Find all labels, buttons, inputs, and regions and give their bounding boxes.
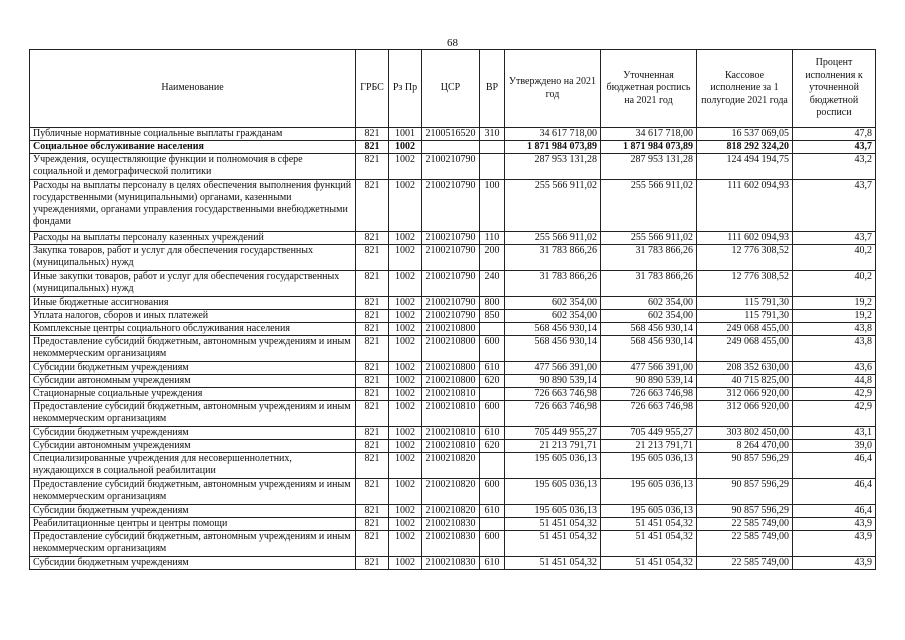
- cell-csr: 2100210810: [422, 427, 480, 440]
- cell-cash: 208 352 630,00: [697, 362, 793, 375]
- table-row: [30, 505, 876, 518]
- cell-rzpr: 1002: [389, 141, 422, 154]
- cell-rzpr: 1001: [389, 128, 422, 141]
- cell-percent: 40,2: [793, 271, 876, 297]
- cell-cash: 12 776 308,52: [697, 245, 793, 271]
- table-header-row: [30, 50, 876, 128]
- cell-vr: 200: [480, 245, 505, 271]
- cell-approved: 568 456 930,14: [505, 336, 601, 362]
- cell-name: Предоставление субсидий бюджетным, автономным учреждениям и иным некоммерческим организациям: [30, 401, 356, 427]
- cell-approved: 287 953 131,28: [505, 154, 601, 180]
- cell-grbs: 821: [356, 141, 389, 154]
- cell-cash: 111 602 094,93: [697, 232, 793, 245]
- cell-approved: 1 871 984 073,89: [505, 141, 601, 154]
- cell-refined: 705 449 955,27: [601, 427, 697, 440]
- cell-rzpr: 1002: [389, 479, 422, 505]
- cell-approved: 31 783 866,26: [505, 271, 601, 297]
- cell-cash: 12 776 308,52: [697, 271, 793, 297]
- cell-name: Расходы на выплаты персоналу казенных учреждений: [30, 232, 356, 245]
- cell-approved: 568 456 930,14: [505, 323, 601, 336]
- cell-refined: 51 451 054,32: [601, 531, 697, 557]
- budget-execution-table: [29, 49, 876, 570]
- cell-percent: 19,2: [793, 310, 876, 323]
- cell-refined: 726 663 746,98: [601, 388, 697, 401]
- cell-csr: 2100210790: [422, 154, 480, 180]
- cell-refined: 1 871 984 073,89: [601, 141, 697, 154]
- cell-rzpr: 1002: [389, 245, 422, 271]
- cell-vr: 620: [480, 375, 505, 388]
- table-row: [30, 518, 876, 531]
- cell-rzpr: 1002: [389, 375, 422, 388]
- cell-csr: 2100210790: [422, 232, 480, 245]
- cell-grbs: 821: [356, 336, 389, 362]
- cell-grbs: 821: [356, 531, 389, 557]
- cell-refined: 195 605 036,13: [601, 453, 697, 479]
- cell-name: Иные бюджетные ассигнования: [30, 297, 356, 310]
- cell-rzpr: 1002: [389, 557, 422, 570]
- cell-refined: 21 213 791,71: [601, 440, 697, 453]
- cell-csr: 2100210820: [422, 479, 480, 505]
- cell-approved: 705 449 955,27: [505, 427, 601, 440]
- cell-rzpr: 1002: [389, 232, 422, 245]
- cell-name: Уплата налогов, сборов и иных платежей: [30, 310, 356, 323]
- cell-csr: 2100210790: [422, 271, 480, 297]
- cell-rzpr: 1002: [389, 531, 422, 557]
- header-csr: ЦСР: [422, 50, 480, 128]
- cell-grbs: 821: [356, 401, 389, 427]
- cell-cash: 249 068 455,00: [697, 323, 793, 336]
- cell-vr: [480, 141, 505, 154]
- cell-cash: 8 264 470,00: [697, 440, 793, 453]
- cell-csr: 2100210810: [422, 401, 480, 427]
- cell-cash: 249 068 455,00: [697, 336, 793, 362]
- header-vr: ВР: [480, 50, 505, 128]
- cell-approved: 726 663 746,98: [505, 401, 601, 427]
- table-row: [30, 336, 876, 362]
- cell-cash: 115 791,30: [697, 297, 793, 310]
- cell-refined: 195 605 036,13: [601, 479, 697, 505]
- header-refined: Уточненная бюджетная роспись на 2021 год: [601, 50, 697, 128]
- header-name: Наименование: [30, 50, 356, 128]
- cell-name: Субсидии бюджетным учреждениям: [30, 557, 356, 570]
- cell-rzpr: 1002: [389, 180, 422, 232]
- cell-csr: 2100210800: [422, 336, 480, 362]
- cell-grbs: 821: [356, 375, 389, 388]
- cell-approved: 255 566 911,02: [505, 180, 601, 232]
- header-approved: Утверждено на 2021 год: [505, 50, 601, 128]
- cell-percent: 43,7: [793, 180, 876, 232]
- cell-approved: 602 354,00: [505, 310, 601, 323]
- cell-grbs: 821: [356, 323, 389, 336]
- cell-grbs: 821: [356, 271, 389, 297]
- cell-percent: 43,9: [793, 531, 876, 557]
- cell-vr: 610: [480, 557, 505, 570]
- cell-approved: 34 617 718,00: [505, 128, 601, 141]
- cell-rzpr: 1002: [389, 427, 422, 440]
- cell-percent: 43,8: [793, 323, 876, 336]
- cell-percent: 47,8: [793, 128, 876, 141]
- cell-rzpr: 1002: [389, 388, 422, 401]
- table-row: [30, 388, 876, 401]
- cell-rzpr: 1002: [389, 323, 422, 336]
- cell-csr: 2100210800: [422, 375, 480, 388]
- cell-refined: 195 605 036,13: [601, 505, 697, 518]
- cell-percent: 19,2: [793, 297, 876, 310]
- cell-percent: 46,4: [793, 479, 876, 505]
- cell-vr: 600: [480, 479, 505, 505]
- cell-grbs: 821: [356, 128, 389, 141]
- cell-csr: 2100210800: [422, 362, 480, 375]
- cell-name: Реабилитационные центры и центры помощи: [30, 518, 356, 531]
- table-row: [30, 531, 876, 557]
- cell-rzpr: 1002: [389, 271, 422, 297]
- cell-refined: 34 617 718,00: [601, 128, 697, 141]
- cell-csr: 2100210830: [422, 518, 480, 531]
- cell-percent: 43,9: [793, 557, 876, 570]
- cell-refined: 51 451 054,32: [601, 557, 697, 570]
- cell-vr: [480, 453, 505, 479]
- cell-refined: 90 890 539,14: [601, 375, 697, 388]
- cell-vr: 110: [480, 232, 505, 245]
- cell-vr: 100: [480, 180, 505, 232]
- cell-csr: 2100210810: [422, 388, 480, 401]
- table-row: [30, 245, 876, 271]
- cell-vr: 850: [480, 310, 505, 323]
- cell-refined: 31 783 866,26: [601, 245, 697, 271]
- cell-grbs: 821: [356, 297, 389, 310]
- cell-approved: 51 451 054,32: [505, 557, 601, 570]
- table-row: [30, 401, 876, 427]
- cell-percent: 42,9: [793, 401, 876, 427]
- cell-refined: 477 566 391,00: [601, 362, 697, 375]
- cell-grbs: 821: [356, 505, 389, 518]
- cell-name: Специализированные учреждения для несовершеннолетних, нуждающихся в социальной реабилитации: [30, 453, 356, 479]
- cell-cash: 22 585 749,00: [697, 531, 793, 557]
- table-row: [30, 323, 876, 336]
- cell-name: Комплексные центры социального обслуживания населения: [30, 323, 356, 336]
- cell-approved: 726 663 746,98: [505, 388, 601, 401]
- cell-cash: 111 602 094,93: [697, 180, 793, 232]
- table-row: [30, 427, 876, 440]
- cell-cash: 90 857 596,29: [697, 505, 793, 518]
- cell-rzpr: 1002: [389, 453, 422, 479]
- cell-name: Предоставление субсидий бюджетным, автономным учреждениям и иным некоммерческим организациям: [30, 531, 356, 557]
- cell-percent: 43,8: [793, 336, 876, 362]
- cell-percent: 40,2: [793, 245, 876, 271]
- table-row: [30, 154, 876, 180]
- cell-approved: 195 605 036,13: [505, 453, 601, 479]
- cell-vr: 610: [480, 505, 505, 518]
- cell-cash: 312 066 920,00: [697, 388, 793, 401]
- cell-name: Социальное обслуживание населения: [30, 141, 356, 154]
- cell-cash: 22 585 749,00: [697, 557, 793, 570]
- cell-csr: 2100210820: [422, 505, 480, 518]
- cell-refined: 255 566 911,02: [601, 232, 697, 245]
- cell-rzpr: 1002: [389, 336, 422, 362]
- header-rzpr: Рз Пр: [389, 50, 422, 128]
- cell-percent: 43,9: [793, 518, 876, 531]
- cell-name: Субсидии бюджетным учреждениям: [30, 427, 356, 440]
- table-row: [30, 141, 876, 154]
- cell-refined: 568 456 930,14: [601, 323, 697, 336]
- cell-csr: 2100210800: [422, 323, 480, 336]
- cell-vr: 600: [480, 401, 505, 427]
- table-row: [30, 297, 876, 310]
- cell-grbs: 821: [356, 479, 389, 505]
- cell-vr: [480, 518, 505, 531]
- cell-cash: 115 791,30: [697, 310, 793, 323]
- table-row: [30, 232, 876, 245]
- cell-refined: 568 456 930,14: [601, 336, 697, 362]
- cell-rzpr: 1002: [389, 505, 422, 518]
- cell-csr: [422, 141, 480, 154]
- cell-rzpr: 1002: [389, 310, 422, 323]
- cell-name: Субсидии бюджетным учреждениям: [30, 362, 356, 375]
- cell-percent: 43,6: [793, 362, 876, 375]
- cell-cash: 818 292 324,20: [697, 141, 793, 154]
- table-row: [30, 440, 876, 453]
- cell-vr: 800: [480, 297, 505, 310]
- table-row: [30, 180, 876, 232]
- cell-name: Закупка товаров, работ и услуг для обеспечения государственных (муниципальных) нужд: [30, 245, 356, 271]
- cell-grbs: 821: [356, 362, 389, 375]
- cell-name: Предоставление субсидий бюджетным, автономным учреждениям и иным некоммерческим организациям: [30, 336, 356, 362]
- cell-approved: 90 890 539,14: [505, 375, 601, 388]
- header-percent: Процент исполнения к уточненной бюджетной росписи: [793, 50, 876, 128]
- cell-refined: 602 354,00: [601, 297, 697, 310]
- cell-csr: 2100210790: [422, 297, 480, 310]
- cell-vr: 600: [480, 531, 505, 557]
- table-body: [30, 128, 876, 570]
- cell-name: Предоставление субсидий бюджетным, автономным учреждениям и иным некоммерческим организациям: [30, 479, 356, 505]
- cell-approved: 477 566 391,00: [505, 362, 601, 375]
- cell-grbs: 821: [356, 154, 389, 180]
- cell-name: Иные закупки товаров, работ и услуг для обеспечения государственных (муниципальных) нужд: [30, 271, 356, 297]
- table-row: [30, 310, 876, 323]
- cell-grbs: 821: [356, 180, 389, 232]
- cell-percent: 46,4: [793, 453, 876, 479]
- cell-refined: 287 953 131,28: [601, 154, 697, 180]
- cell-refined: 602 354,00: [601, 310, 697, 323]
- cell-approved: 51 451 054,32: [505, 531, 601, 557]
- cell-percent: 44,8: [793, 375, 876, 388]
- cell-vr: 310: [480, 128, 505, 141]
- cell-percent: 39,0: [793, 440, 876, 453]
- cell-vr: 240: [480, 271, 505, 297]
- table-row: [30, 453, 876, 479]
- cell-approved: 51 451 054,32: [505, 518, 601, 531]
- cell-csr: 2100516520: [422, 128, 480, 141]
- cell-csr: 2100210790: [422, 180, 480, 232]
- cell-rzpr: 1002: [389, 401, 422, 427]
- cell-name: Субсидии автономным учреждениям: [30, 440, 356, 453]
- cell-percent: 43,7: [793, 141, 876, 154]
- table-row: [30, 271, 876, 297]
- cell-approved: 255 566 911,02: [505, 232, 601, 245]
- cell-refined: 726 663 746,98: [601, 401, 697, 427]
- cell-csr: 2100210830: [422, 531, 480, 557]
- cell-rzpr: 1002: [389, 440, 422, 453]
- cell-cash: 16 537 069,05: [697, 128, 793, 141]
- header-grbs: ГРБС: [356, 50, 389, 128]
- cell-name: Расходы на выплаты персоналу в целях обеспечения выполнения функций государственными (муниципальными) органами, казенными учреждениями, органами управления государственными внебюджетными фондами: [30, 180, 356, 232]
- cell-grbs: 821: [356, 245, 389, 271]
- cell-rzpr: 1002: [389, 362, 422, 375]
- cell-name: Субсидии бюджетным учреждениям: [30, 505, 356, 518]
- cell-percent: 43,7: [793, 232, 876, 245]
- cell-rzpr: 1002: [389, 154, 422, 180]
- cell-approved: 602 354,00: [505, 297, 601, 310]
- cell-csr: 2100210830: [422, 557, 480, 570]
- cell-grbs: 821: [356, 232, 389, 245]
- cell-vr: 620: [480, 440, 505, 453]
- cell-grbs: 821: [356, 453, 389, 479]
- cell-rzpr: 1002: [389, 518, 422, 531]
- table-row: [30, 479, 876, 505]
- table-row: [30, 128, 876, 141]
- cell-vr: [480, 323, 505, 336]
- cell-approved: 195 605 036,13: [505, 505, 601, 518]
- cell-csr: 2100210820: [422, 453, 480, 479]
- cell-approved: 31 783 866,26: [505, 245, 601, 271]
- cell-cash: 90 857 596,29: [697, 453, 793, 479]
- table-row: [30, 362, 876, 375]
- cell-cash: 90 857 596,29: [697, 479, 793, 505]
- cell-csr: 2100210810: [422, 440, 480, 453]
- cell-csr: 2100210790: [422, 310, 480, 323]
- cell-csr: 2100210790: [422, 245, 480, 271]
- cell-rzpr: 1002: [389, 297, 422, 310]
- cell-grbs: 821: [356, 310, 389, 323]
- cell-refined: 31 783 866,26: [601, 271, 697, 297]
- cell-percent: 43,2: [793, 154, 876, 180]
- cell-grbs: 821: [356, 427, 389, 440]
- page-number: 68: [447, 37, 458, 49]
- cell-vr: 610: [480, 362, 505, 375]
- cell-cash: 124 494 194,75: [697, 154, 793, 180]
- cell-cash: 312 066 920,00: [697, 401, 793, 427]
- table-row: [30, 375, 876, 388]
- cell-vr: [480, 154, 505, 180]
- cell-grbs: 821: [356, 518, 389, 531]
- cell-name: Субсидии автономным учреждениям: [30, 375, 356, 388]
- table-row: [30, 557, 876, 570]
- cell-cash: 303 802 450,00: [697, 427, 793, 440]
- cell-name: Стационарные социальные учреждения: [30, 388, 356, 401]
- cell-percent: 46,4: [793, 505, 876, 518]
- cell-grbs: 821: [356, 557, 389, 570]
- cell-cash: 22 585 749,00: [697, 518, 793, 531]
- header-cash: Кассовое исполнение за 1 полугодие 2021 года: [697, 50, 793, 128]
- cell-name: Публичные нормативные социальные выплаты гражданам: [30, 128, 356, 141]
- cell-cash: 40 715 825,00: [697, 375, 793, 388]
- cell-vr: 610: [480, 427, 505, 440]
- cell-percent: 42,9: [793, 388, 876, 401]
- cell-refined: 51 451 054,32: [601, 518, 697, 531]
- cell-approved: 195 605 036,13: [505, 479, 601, 505]
- cell-grbs: 821: [356, 440, 389, 453]
- cell-vr: 600: [480, 336, 505, 362]
- cell-approved: 21 213 791,71: [505, 440, 601, 453]
- cell-percent: 43,1: [793, 427, 876, 440]
- cell-refined: 255 566 911,02: [601, 180, 697, 232]
- cell-name: Учреждения, осуществляющие функции и полномочия в сфере социальной и демографической политики: [30, 154, 356, 180]
- cell-grbs: 821: [356, 388, 389, 401]
- cell-vr: [480, 388, 505, 401]
